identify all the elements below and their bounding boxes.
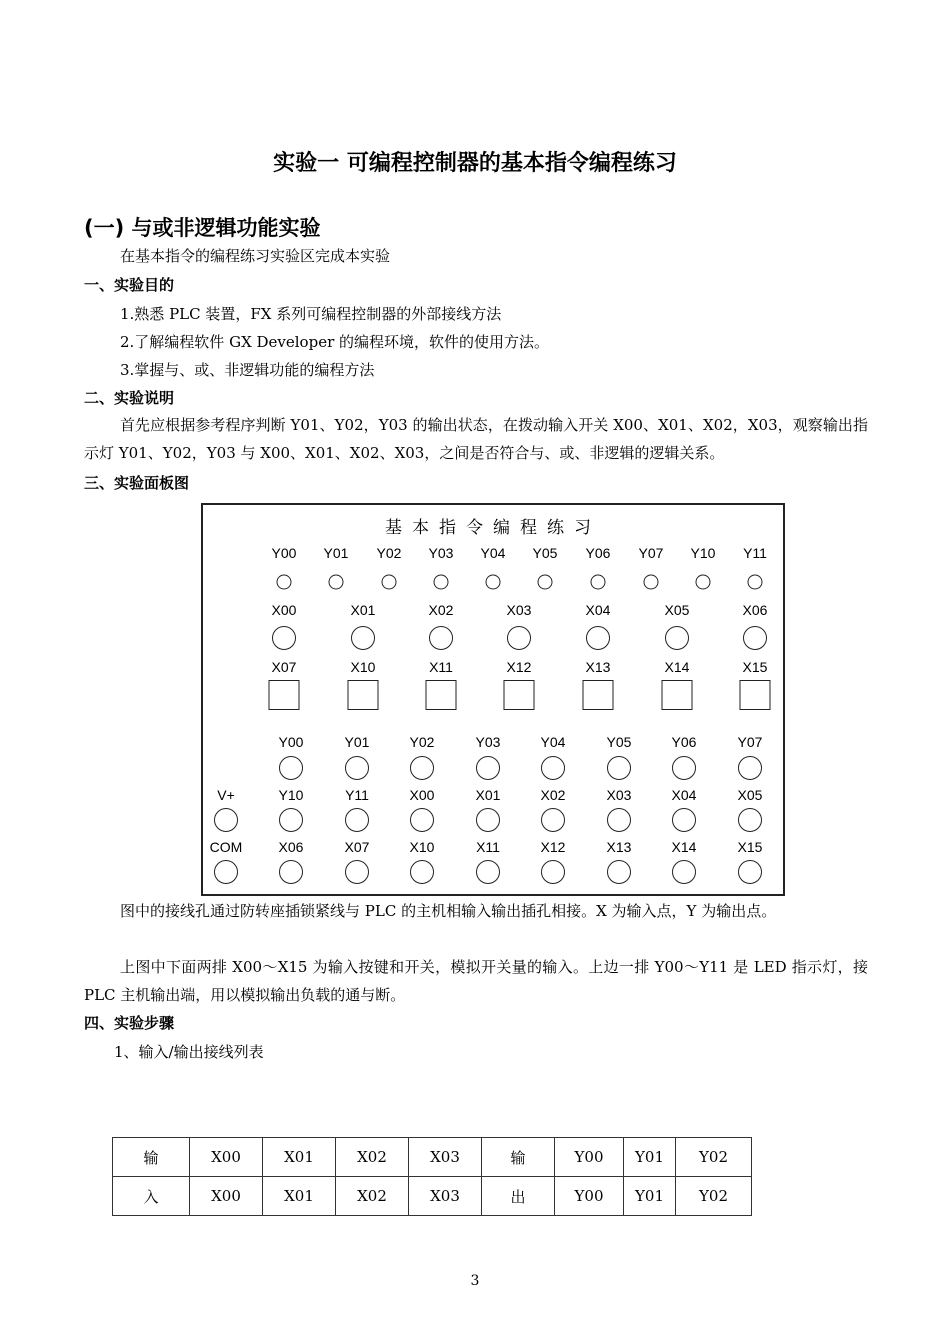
switch-label-x14: X14 [664,659,690,675]
switch-label-x15: X15 [742,659,768,675]
terminal-label: COM [209,839,243,855]
led-indicator-y06 [591,575,606,590]
toggle-switch-x10 [348,680,379,710]
table-cell: Y00 [555,1177,624,1216]
input-label-x05: X05 [664,602,690,618]
table-cell: X02 [336,1177,409,1216]
terminal-label: Y03 [475,734,501,750]
input-button-x04 [586,626,610,650]
terminal-jack [672,756,696,780]
toggle-switch-x13 [583,680,614,710]
input-label-bottom: 入 [113,1177,190,1216]
led-label-y06: Y06 [585,545,611,561]
toggle-switch-x12 [504,680,535,710]
led-label-y02: Y02 [376,545,402,561]
terminal-jack [214,860,238,884]
table-row [113,1177,752,1216]
terminal-jack [279,756,303,780]
purpose-item-1: 1.熟悉 PLC 装置，FX 系列可编程控制器的外部接线方法 [120,305,502,323]
table-cell: Y00 [555,1138,624,1177]
step-1-text: 1、输入/输出接线列表 [114,1043,264,1061]
terminal-label: Y04 [540,734,566,750]
terminal-label: X02 [540,787,566,803]
terminal-jack [410,808,434,832]
led-label-y11: Y11 [743,545,767,561]
heading-purpose: 一、实验目的 [84,276,175,294]
terminal-jack [607,860,631,884]
table-cell: Y02 [676,1177,752,1216]
input-button-x03 [507,626,531,650]
terminal-jack [738,808,762,832]
terminal-jack [279,808,303,832]
led-indicator-y04 [486,575,501,590]
led-indicator-y11 [748,575,763,590]
terminal-label: X04 [671,787,697,803]
terminal-jack [214,808,238,832]
input-button-x02 [429,626,453,650]
terminal-jack [410,756,434,780]
terminal-jack [476,808,500,832]
terminal-jack [541,860,565,884]
table-cell: X01 [263,1177,336,1216]
terminal-label: X15 [737,839,763,855]
terminal-label: X01 [475,787,501,803]
switch-label-x10: X10 [350,659,376,675]
table-cell: X02 [336,1138,409,1177]
terminal-label: X03 [606,787,632,803]
led-indicator-y10 [696,575,711,590]
terminal-jack [738,756,762,780]
input-button-x01 [351,626,375,650]
led-label-y03: Y03 [428,545,454,561]
toggle-switch-x11 [426,680,457,710]
table-cell: X00 [190,1177,263,1216]
table-cell: X00 [190,1138,263,1177]
input-label-x02: X02 [428,602,454,618]
led-indicator-y03 [434,575,449,590]
io-wiring-table [112,1137,752,1216]
input-button-x00 [272,626,296,650]
led-label-y04: Y04 [480,545,506,561]
terminal-jack [279,860,303,884]
table-row [113,1138,752,1177]
page-number: 3 [470,1273,480,1289]
terminal-jack [345,756,369,780]
terminal-jack [607,808,631,832]
terminal-label: X10 [409,839,435,855]
terminal-jack [607,756,631,780]
heading-panel: 三、实验面板图 [84,474,190,492]
switch-label-x11: X11 [429,659,453,675]
page-title: 实验一 可编程控制器的基本指令编程练习 [273,151,677,176]
led-label-y05: Y05 [532,545,558,561]
terminal-jack [476,756,500,780]
switch-label-x13: X13 [585,659,611,675]
terminal-jack [672,808,696,832]
terminal-label: Y06 [671,734,697,750]
terminal-label: X06 [278,839,304,855]
terminal-label: X07 [344,839,370,855]
table-cell: X03 [409,1138,482,1177]
table-cell: Y01 [624,1138,676,1177]
input-label-x04: X04 [585,602,611,618]
input-label-x03: X03 [506,602,532,618]
led-indicator-y07 [644,575,659,590]
terminal-label: Y01 [344,734,370,750]
terminal-label: Y10 [278,787,304,803]
input-button-x06 [743,626,767,650]
terminal-jack [541,808,565,832]
terminal-label: Y00 [278,734,304,750]
terminal-label: Y02 [409,734,435,750]
switch-label-x12: X12 [506,659,532,675]
terminal-jack [738,860,762,884]
description-paragraph: 首先应根据参考程序判断 Y01、Y02，Y03 的输出状态，在拨动输入开关 X00、X01、X02，X03，观察输出指示灯 Y01、Y02，Y03 与 X00、X01、X02、X03，之间是否符合与、或、非逻辑的逻辑关系。 [84,416,868,462]
terminal-label: X13 [606,839,632,855]
led-label-y00: Y00 [271,545,297,561]
terminal-label: X14 [671,839,697,855]
terminal-jack [476,860,500,884]
terminal-label: Y07 [737,734,763,750]
terminal-jack [345,860,369,884]
intro-text: 在基本指令的编程练习实验区完成本实验 [120,247,391,265]
heading-description: 二、实验说明 [84,389,175,407]
terminal-jack [345,808,369,832]
terminal-label: Y05 [606,734,632,750]
terminal-jack [541,756,565,780]
output-label-bottom: 出 [482,1177,555,1216]
purpose-item-3: 3.掌握与、或、非逻辑功能的编程方法 [120,361,375,379]
table-cell: X01 [263,1138,336,1177]
toggle-switch-x14 [662,680,693,710]
switch-label-x07: X07 [271,659,297,675]
terminal-label: Y11 [345,787,369,803]
terminal-jack [672,860,696,884]
led-label-y10: Y10 [690,545,716,561]
after-paragraph-2: 上图中下面两排 X00～X15 为输入按键和开关，模拟开关量的输入。上边一排 Y00～Y11 是 LED 指示灯，接 PLC 主机输出端，用以模拟输出负载的通与断。 [84,958,868,1004]
heading-steps: 四、实验步骤 [84,1014,175,1032]
toggle-switch-x15 [740,680,771,710]
led-indicator-y05 [538,575,553,590]
terminal-label: V+ [217,787,235,803]
section-heading: (一) 与或非逻辑功能实验 [84,216,321,240]
experiment-panel-figure [201,503,785,896]
input-label-x00: X00 [271,602,297,618]
table-cell: Y02 [676,1138,752,1177]
table-cell: Y01 [624,1177,676,1216]
led-label-y07: Y07 [638,545,664,561]
input-label-top: 输 [113,1138,190,1177]
led-label-y01: Y01 [323,545,349,561]
after-paragraph-1: 图中的接线孔通过防转座插锁紧线与 PLC 的主机相输入输出插孔相接。X 为输入点，Y 为输出点。 [120,902,777,920]
input-label-x06: X06 [742,602,768,618]
input-label-x01: X01 [350,602,376,618]
input-button-x05 [665,626,689,650]
terminal-label: X05 [737,787,763,803]
purpose-item-2: 2.了解编程软件 GX Developer 的编程环境，软件的使用方法。 [120,333,550,351]
led-indicator-y02 [382,575,397,590]
terminal-label: X12 [540,839,566,855]
terminal-label: X11 [476,839,500,855]
table-cell: X03 [409,1177,482,1216]
terminal-jack [410,860,434,884]
led-indicator-y01 [329,575,344,590]
output-label-top: 输 [482,1138,555,1177]
toggle-switch-x07 [269,680,300,710]
led-indicator-y00 [277,575,292,590]
panel-title: 基本指令编程练习 [385,518,601,538]
terminal-label: X00 [409,787,435,803]
